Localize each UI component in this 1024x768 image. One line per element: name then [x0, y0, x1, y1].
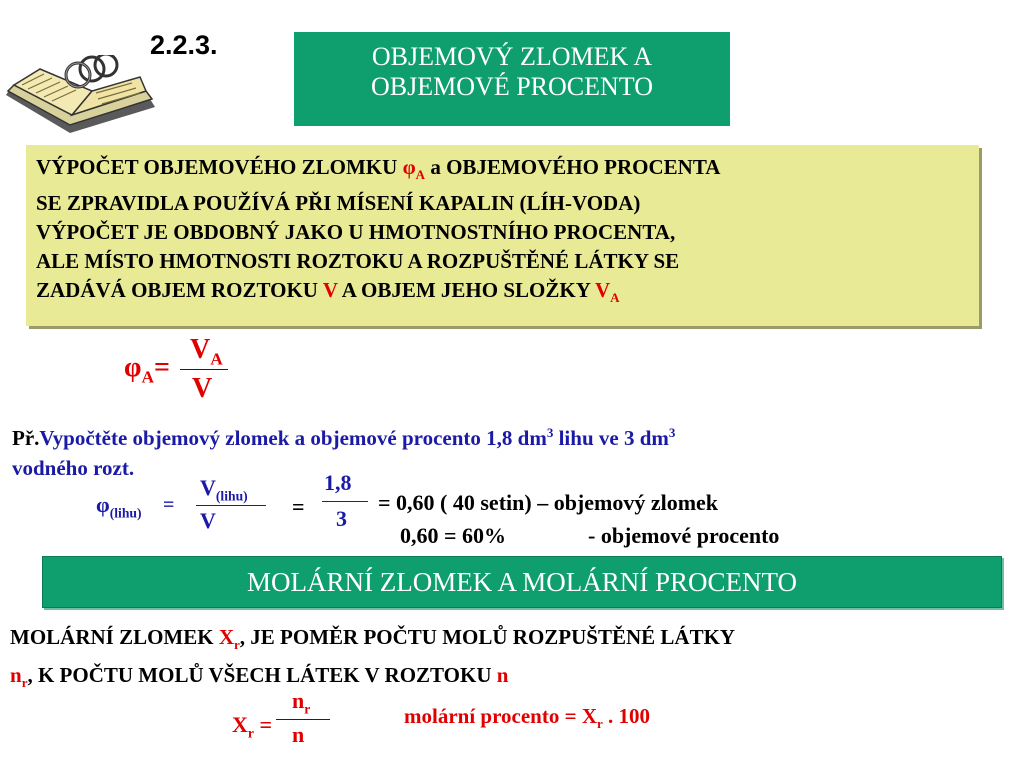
- title-line-1: OBJEMOVÝ ZLOMEK A: [371, 42, 653, 71]
- molar-percent-multiplier: . 100: [602, 704, 651, 728]
- formula1-num-sub: A: [210, 349, 223, 369]
- example-text-1: Vypočtěte objemový zlomek a objemové procento 1,8 dm: [39, 426, 547, 450]
- formula2-result-percent: 0,60 = 60%: [400, 523, 507, 548]
- example-sup-2: 3: [668, 425, 676, 440]
- example-text-2: lihu ve 3 dm: [553, 426, 669, 450]
- formula3-x: X: [232, 712, 248, 737]
- formula1-num-v: V: [190, 334, 211, 365]
- formula3-fraction-line: [276, 719, 330, 720]
- example-sup-1: 3: [546, 425, 554, 440]
- formula3-x-sub: r: [247, 725, 254, 741]
- formula2-equals-1: =: [163, 494, 175, 516]
- molar-def-text: MOLÁRNÍ ZLOMEK: [10, 625, 219, 649]
- formula2-value-line: [322, 501, 368, 502]
- component-volume-symbol: V: [594, 278, 611, 303]
- formula2-numerator-value: 1,8: [324, 470, 352, 495]
- intro-line-5: [36, 276, 969, 312]
- intro-box: [26, 145, 979, 326]
- formula3-numerator: [292, 688, 310, 717]
- example-text: [12, 418, 1012, 483]
- molar-percent-sub: r: [596, 716, 603, 732]
- intro-line-4: ALE MÍSTO HMOTNOSTI ROZTOKU A ROZPUŠTĚNÉ LÁTKY SE: [36, 249, 680, 274]
- formula1-phi-sub: A: [141, 367, 155, 387]
- example-prefix: Př.: [12, 426, 40, 450]
- volume-symbol: V: [322, 278, 338, 303]
- molar-def-text: , JE POMĚR POČTU MOLŮ ROZPUŠTĚNÉ LÁTKY: [239, 625, 736, 649]
- component-volume-subscript: A: [610, 290, 620, 306]
- formula2-phi-sub: (lihu): [109, 505, 142, 521]
- molar-percent-text: molární procento = X: [404, 704, 597, 728]
- formula3-num-n: n: [292, 688, 305, 713]
- formula2-num-sub: (lihu): [215, 488, 248, 504]
- molar-percent-formula: [404, 704, 650, 732]
- intro-line-1: [36, 153, 969, 189]
- formula1-denominator: V: [192, 373, 213, 404]
- formula3-num-sub: r: [304, 701, 311, 717]
- molar-x-sub: r: [234, 637, 240, 653]
- intro-line-3: VÝPOČET JE OBDOBNÝ JAKO U HMOTNOSTNÍHO PROCENTA,: [36, 220, 676, 245]
- molar-n-sub: r: [21, 675, 28, 691]
- formula2-numerator: [200, 475, 248, 504]
- formula2-lhs: [96, 492, 142, 521]
- phi-subscript: A: [415, 167, 426, 183]
- molar-n-symbol: n: [10, 663, 22, 688]
- formula1-equals: =: [154, 352, 170, 383]
- intro-text: ZADÁVÁ OBJEM ROZTOKU: [36, 278, 323, 303]
- formula2-denominator: V: [200, 508, 216, 533]
- formula2-fraction-line: [196, 505, 266, 506]
- molar-definition: [10, 622, 1020, 698]
- formula3-denominator: n: [292, 722, 305, 747]
- formula1-fraction-line: [180, 369, 228, 370]
- formula2-num-v: V: [200, 475, 216, 500]
- book-icon: [0, 55, 160, 140]
- title-line-2: OBJEMOVÉ PROCENTO: [371, 72, 653, 101]
- formula1-numerator: [190, 334, 223, 370]
- formula2-phi: φ: [96, 492, 110, 517]
- molar-n-total-symbol: n: [496, 663, 509, 688]
- intro-text: a OBJEMOVÉHO PROCENTA: [425, 155, 721, 179]
- intro-text: VÝPOČET OBJEMOVÉHO ZLOMKU: [36, 155, 403, 179]
- molar-x-symbol: X: [218, 625, 235, 649]
- molar-section-header: MOLÁRNÍ ZLOMEK A MOLÁRNÍ PROCENTO: [42, 556, 1002, 608]
- phi-symbol: φ: [402, 155, 416, 179]
- intro-line-2: SE ZPRAVIDLA POUŽÍVÁ PŘI MÍSENÍ KAPALIN (LÍH-VODA): [36, 191, 641, 216]
- formula3-equals: =: [253, 712, 272, 737]
- formula1-lhs: [124, 352, 170, 388]
- intro-text: A OBJEM JEHO SLOŽKY: [337, 278, 595, 303]
- section-number: 2.2.3.: [150, 30, 218, 60]
- formula2-denominator-value: 3: [336, 506, 347, 531]
- formula2-result-fraction: = 0,60 ( 40 setin) – objemový zlomek: [378, 490, 719, 515]
- formula1-phi: φ: [124, 352, 142, 383]
- example-line-2: vodného rozt.: [12, 456, 135, 480]
- formula3-lhs: [232, 712, 272, 741]
- formula2-result-percent-label: - objemové procento: [588, 523, 780, 548]
- molar-def-text: , K POČTU MOLŮ VŠECH LÁTEK V ROZTOKU: [27, 663, 497, 688]
- page-title: [294, 32, 730, 126]
- formula2-equals-2: =: [292, 494, 305, 519]
